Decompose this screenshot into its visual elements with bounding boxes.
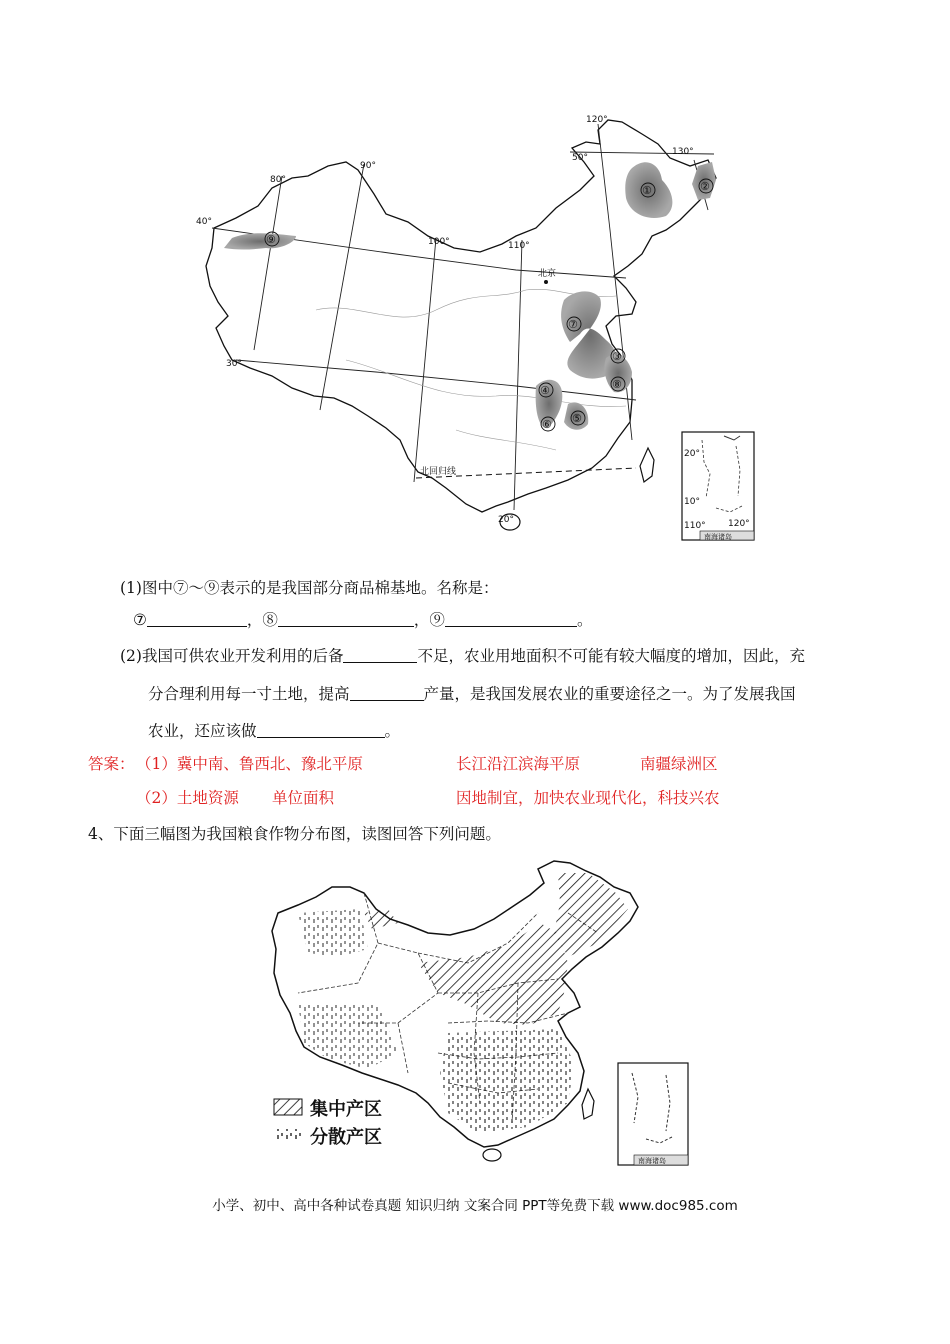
blank-9-marker: ，⑨ <box>413 611 445 629</box>
answer-1-b: 长江沿江滨海平原 <box>456 755 581 773</box>
answer-1-c: 南疆绿洲区 <box>640 755 718 773</box>
region-label-8: ⑧ <box>612 378 622 391</box>
legend <box>274 1098 382 1148</box>
lat-label-20: 20° <box>498 515 514 525</box>
answer-2-a: （2）土地资源 <box>136 789 239 807</box>
lon-label-90: 90° <box>360 161 376 171</box>
lat-label-30: 30° <box>226 359 242 369</box>
legend-swatch-concentrated <box>274 1099 302 1115</box>
blank-7[interactable] <box>147 610 247 627</box>
question-2-line-1 <box>120 645 805 667</box>
answer-1-a: （1）冀中南、鲁西北、豫北平原 <box>136 755 363 773</box>
lon-label-120: 120° <box>586 115 608 125</box>
region-label-1: ① <box>642 184 652 197</box>
south-china-sea-inset <box>682 432 754 541</box>
question-1-blanks <box>133 609 592 631</box>
lon-label-100: 100° <box>428 237 450 247</box>
blank-yield[interactable] <box>350 684 424 701</box>
tropic-label: 北回归线 <box>420 467 457 477</box>
region-label-7: ⑦ <box>568 318 578 331</box>
cotton-base-map <box>196 110 756 546</box>
inset-caption: 南海诸岛 <box>704 533 732 541</box>
inset-label-110: 110° <box>684 521 706 531</box>
inset-label-20: 20° <box>684 449 700 459</box>
grain-crop-map <box>268 853 696 1167</box>
blank-8-marker: ，⑧ <box>246 611 278 629</box>
legend-label-scattered: 分散产区 <box>310 1127 382 1148</box>
taiwan-island <box>640 448 654 482</box>
region-label-2: ② <box>700 180 710 193</box>
answer-2-b: 单位面积 <box>272 789 335 807</box>
question-2-line-2 <box>148 683 796 705</box>
question-2-line-3 <box>148 720 400 742</box>
q2-text-a: (2)我国可供农业开发利用的后备 <box>120 647 344 665</box>
blank-reserve-resource[interactable] <box>343 646 417 663</box>
region-label-9: ⑨ <box>266 233 276 246</box>
page-footer: 小学、初中、高中各种试卷真题 知识归纳 文案合同 PPT等免费下载 www.doc985.com <box>212 1198 738 1214</box>
q2-text-b: 不足，农业用地面积不可能有较大幅度的增加，因此，充 <box>417 647 805 665</box>
lat-label-50: 50° <box>572 153 588 163</box>
south-china-sea-inset-2 <box>618 1063 688 1165</box>
lat-label-40: 40° <box>196 217 212 227</box>
inset-caption-2: 南海诸岛 <box>638 1157 666 1165</box>
answer-2-c: 因地制宜，加快农业现代化，科技兴农 <box>456 789 720 807</box>
blank-end: 。 <box>576 611 593 629</box>
lon-label-80: 80° <box>270 175 286 185</box>
lon-label-110: 110° <box>508 241 530 251</box>
legend-label-concentrated: 集中产区 <box>310 1099 382 1120</box>
city-label-beijing: 北京 <box>538 269 557 279</box>
inset-label-10: 10° <box>684 497 700 507</box>
q2-text-f: 。 <box>384 722 401 740</box>
question-1-prompt: (1)图中⑦～⑨表示的是我国部分商品棉基地。名称是： <box>120 579 499 597</box>
blank-7-marker: ⑦ <box>133 611 147 629</box>
question-4-prompt: 4、下面三幅图为我国粮食作物分布图，读图回答下列问题。 <box>88 825 501 843</box>
region-label-6: ⑥ <box>542 418 552 431</box>
region-label-4: ④ <box>540 384 550 397</box>
blank-8[interactable] <box>278 610 414 627</box>
inset-label-120: 120° <box>728 519 750 529</box>
q2-text-d: 产量，是我国发展农业的重要途径之一。为了发展我国 <box>423 685 796 703</box>
blank-9[interactable] <box>445 610 577 627</box>
legend-swatch-scattered <box>274 1129 302 1141</box>
blank-measures[interactable] <box>257 721 385 738</box>
region-label-5: ⑤ <box>572 412 582 425</box>
lon-label-130: 130° <box>672 147 694 157</box>
region-label-3: ③ <box>612 350 622 363</box>
q2-text-e: 农业，还应该做 <box>148 722 257 740</box>
q2-text-c: 分合理利用每一寸土地，提高 <box>148 685 350 703</box>
answer-label: 答案： <box>88 755 135 773</box>
